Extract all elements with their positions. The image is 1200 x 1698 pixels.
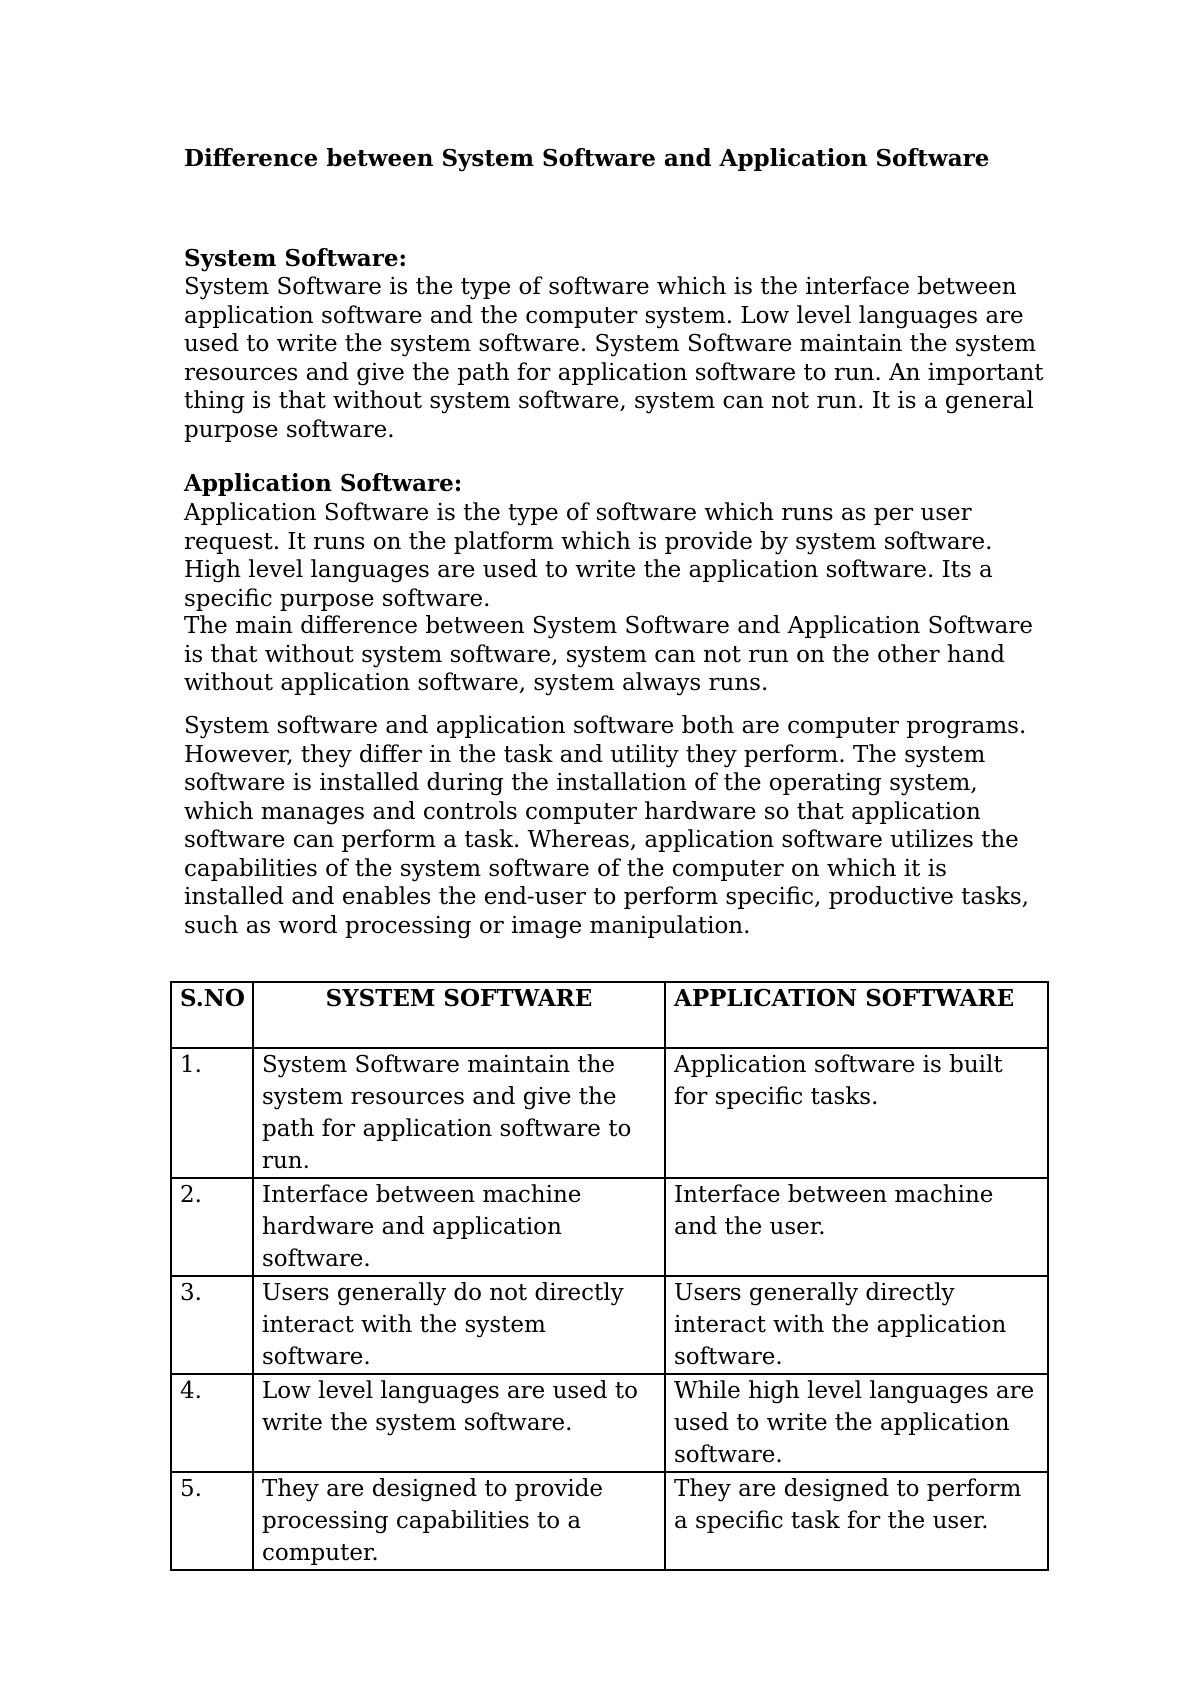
cell-system: They are designed to provide processing capabilities to a computer. (253, 1472, 665, 1570)
document-title: Difference between System Software and Application Software (184, 145, 990, 172)
cell-sno: 1. (171, 1048, 253, 1178)
cell-application: Interface between machine and the user. (665, 1178, 1048, 1276)
table-row (171, 1276, 1048, 1374)
table-row (171, 1472, 1048, 1570)
header-system-software: SYSTEM SOFTWARE (253, 982, 665, 1048)
table-row (171, 1374, 1048, 1472)
cell-sno: 4. (171, 1374, 253, 1472)
computer-programs-paragraph: System software and application software both are computer programs. However, they differ in the task and utility they perform. The system software is installed during the installation of the operating system, which manages and controls computer hardware so that application software can perform a task. Whereas, application software utilizes the capabilities of the system software of the computer on which it is installed and enables the end-user to perform specific, productive tasks, such as word processing or image manipulation. (184, 713, 1029, 939)
header-sno: S.NO (171, 982, 253, 1048)
table-row (171, 1178, 1048, 1276)
header-application-software: APPLICATION SOFTWARE (665, 982, 1048, 1048)
system-software-paragraph: System Software is the type of software which is the interface between application software and the computer system. Low level languages are used to write the system software. System Software maintain the system resources and give the path for application software to run. An important thing is that without system software, system can not run. It is a general purpose software. (184, 274, 1044, 443)
comparison-table (170, 981, 1049, 1571)
system-software-heading: System Software: (184, 245, 407, 272)
cell-system: Interface between machine hardware and application software. (253, 1178, 665, 1276)
cell-system: System Software maintain the system resources and give the path for application software to run. (253, 1048, 665, 1178)
cell-sno: 2. (171, 1178, 253, 1276)
cell-sno: 5. (171, 1472, 253, 1570)
cell-sno: 3. (171, 1276, 253, 1374)
cell-system: Low level languages are used to write the system software. (253, 1374, 665, 1472)
application-software-heading: Application Software: (184, 470, 463, 497)
cell-system: Users generally do not directly interact with the system software. (253, 1276, 665, 1374)
cell-application: Users generally directly interact with the application software. (665, 1276, 1048, 1374)
table-row (171, 1048, 1048, 1178)
cell-application: Application software is built for specific tasks. (665, 1048, 1048, 1178)
application-software-paragraph: Application Software is the type of software which runs as per user request. It runs on the platform which is provide by system software. High level languages are used to write the application software. Its a specific purpose software. (184, 500, 993, 612)
cell-application: They are designed to perform a specific task for the user. (665, 1472, 1048, 1570)
cell-application: While high level languages are used to write the application software. (665, 1374, 1048, 1472)
table-header-row (171, 982, 1048, 1048)
main-difference-paragraph: The main difference between System Software and Application Software is that without system software, system can not run on the other hand without application software, system always runs. (184, 613, 1034, 696)
